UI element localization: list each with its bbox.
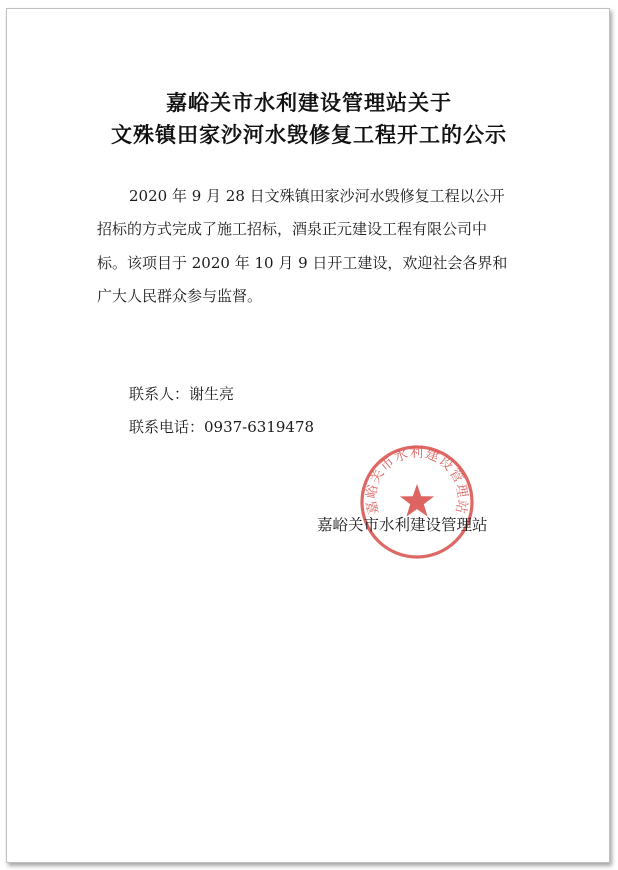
- signoff-organization: 嘉峪关市水利建设管理站: [317, 516, 488, 534]
- star-icon: [400, 484, 434, 517]
- body-line-4: 广大人民群众参与监督。: [97, 287, 263, 305]
- document-title-line2: 文殊镇田家沙河水毁修复工程开工的公示: [111, 122, 507, 147]
- contact-person: 联系人：谢生亮: [129, 385, 235, 403]
- document-title-line1: 嘉峪关市水利建设管理站关于: [166, 90, 452, 115]
- body-line-2: 招标的方式完成了施工招标，酒泉正元建设工程有限公司中: [97, 220, 488, 238]
- contact-phone: 联系电话：0937-6319478: [129, 418, 315, 436]
- body-line-1: 2020 年 9 月 28 日文殊镇田家沙河水毁修复工程以公开: [129, 187, 505, 205]
- official-seal: [358, 443, 476, 561]
- body-line-3: 标。该项目于 2020 年 10 月 9 日开工建设，欢迎社会各界和: [97, 254, 508, 272]
- seal-text: 嘉峪关市水利建设管理站: [363, 444, 471, 516]
